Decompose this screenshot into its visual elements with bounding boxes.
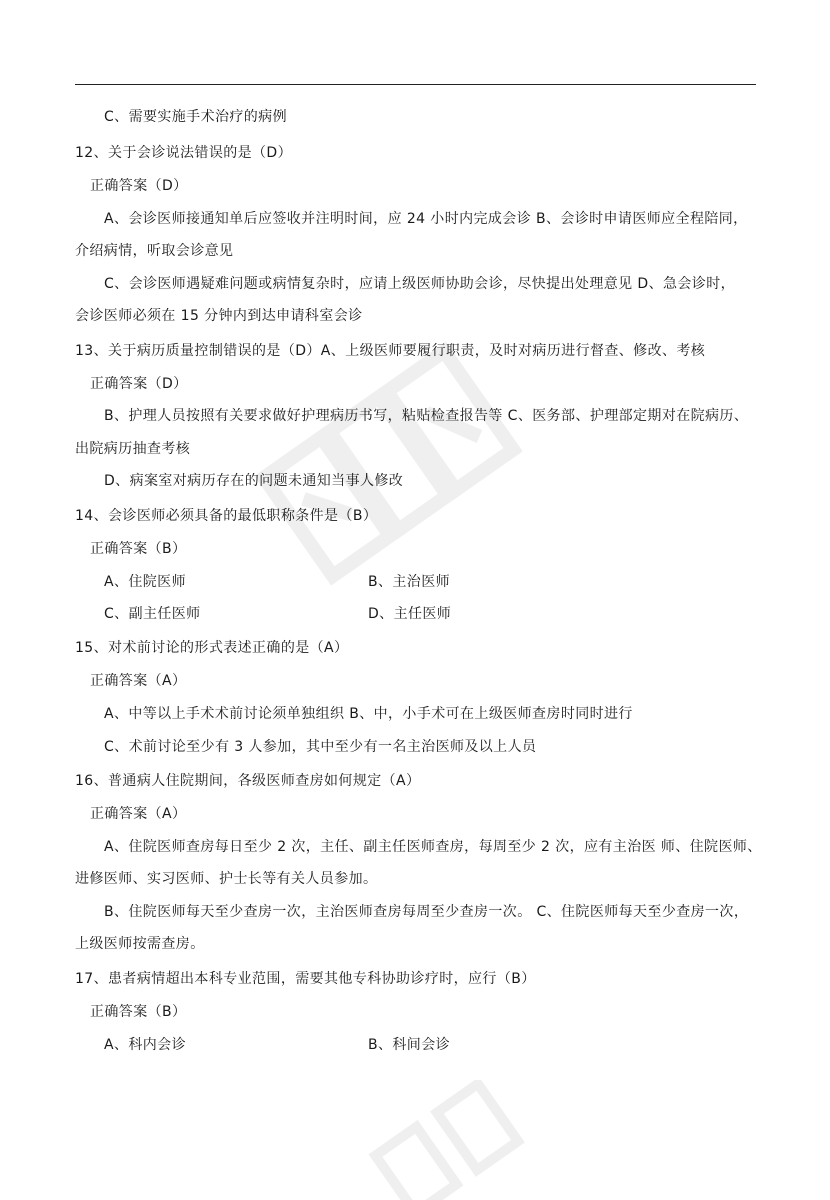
option-c: C、副主任医师 [104, 606, 201, 622]
question-16: 16、普通病人住院期间，各级医师查房如何规定（A） [75, 773, 421, 789]
option-line: C、术前讨论至少有 3 人参加，其中至少有一名主治医师及以上人员 [104, 739, 537, 755]
option-line: B、住院医师每天至少查房一次，主治医师查房每周至少查房一次。 C、住院医师每天至少查房一次， [104, 904, 749, 920]
option-b: B、主治医师 [368, 574, 451, 590]
option-continuation: 上级医师按需查房。 [75, 936, 205, 952]
answer-15: 正确答案（A） [90, 673, 187, 689]
question-14: 14、会诊医师必须具备的最低职称条件是（B） [75, 508, 378, 524]
option-line: A、会诊医师接通知单后应签收并注明时间，应 24 小时内完成会诊 B、会诊时申请医师应全程陪同， [104, 211, 748, 227]
option-line: C、需要实施手术治疗的病例 [104, 109, 287, 125]
option-line: C、会诊医师遇疑难问题或病情复杂时，应请上级医师协助会诊，尽快提出处理意见 D、急会诊时， [104, 276, 736, 292]
option-continuation: 出院病历抽查考核 [75, 441, 191, 457]
option-continuation: 进修医师、实习医师、护士长等有关人员参加。 [75, 871, 378, 887]
answer-14: 正确答案（B） [90, 541, 187, 557]
option-b: B、科间会诊 [368, 1037, 451, 1053]
watermark-fragment [360, 1080, 540, 1200]
option-a: A、住院医师 [104, 574, 186, 590]
header-rule [75, 84, 756, 85]
answer-12: 正确答案（D） [90, 178, 188, 194]
option-d: D、主任医师 [368, 606, 452, 622]
answer-16: 正确答案（A） [90, 806, 187, 822]
option-line: B、护理人员按照有关要求做好护理病历书写，粘贴检查报告等 C、医务部、护理部定期对在院病历、 [104, 408, 749, 424]
option-line: D、病案室对病历存在的问题未通知当事人修改 [104, 473, 404, 489]
question-12: 12、关于会诊说法错误的是（D） [75, 145, 292, 161]
option-a: A、科内会诊 [104, 1037, 186, 1053]
question-17: 17、患者病情超出本科专业范围，需要其他专科协助诊疗时，应行（B） [75, 971, 536, 987]
option-continuation: 介绍病情，听取会诊意见 [75, 243, 234, 259]
question-13: 13、关于病历质量控制错误的是（D）A、上级医师要履行职责，及时对病历进行督查、修改、考核 [75, 343, 706, 359]
answer-17: 正确答案（B） [90, 1004, 187, 1020]
option-line: A、住院医师查房每日至少 2 次，主任、副主任医师查房，每周至少 2 次，应有主治医 师、住院医师、 [104, 839, 762, 855]
answer-13: 正确答案（D） [90, 376, 188, 392]
option-continuation: 会诊医师必须在 15 分钟内到达申请科室会诊 [75, 308, 363, 324]
option-line: A、中等以上手术术前讨论须单独组织 B、中，小手术可在上级医师查房时同时进行 [104, 706, 633, 722]
question-15: 15、对术前讨论的形式表述正确的是（A） [75, 640, 349, 656]
